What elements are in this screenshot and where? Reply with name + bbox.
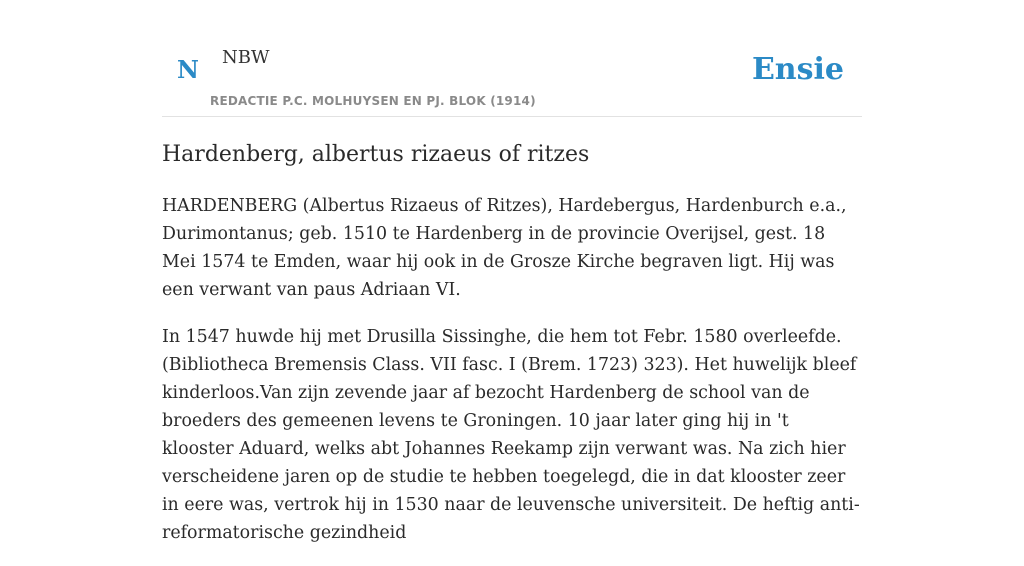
source-subtitle: REDACTIE P.C. MOLHUYSEN EN PJ. BLOK (1914) — [210, 94, 536, 108]
source-name[interactable]: NBW — [222, 47, 270, 68]
article-paragraph: In 1547 huwde hij met Drusilla Sissinghe, die hem tot Febr. 1580 overleefde. (Bibliotheca Bremensis Class. VII fasc. I (Brem. 1723) 323). Het huwelijk bleef kinderloos.Van zijn zevende jaar af bezocht Hardenberg de school van de broeders des gemeenen levens te Groningen. 10 jaar later ging hij in 't klooster Aduard, welks abt Johannes Reekamp zijn verwant was. Na zich hier verscheidene jaren op de studie te hebben toegelegd, die in dat klooster zeer in eere was, vertrok hij in 1530 naar de leuvensche universiteit. De heftig anti-reformatorische gezindheid — [162, 327, 860, 543]
article-paragraph: HARDENBERG (Albertus Rizaeus of Ritzes), Hardebergus, Hardenburch e.a., Durimontanus; geb. 1510 te Hardenberg in de provincie Overijsel, gest. 18 Mei 1574 te Emden, waar hij ook in de Grosze Kirche begraven ligt. Hij was een verwant van paus Adriaan VI. — [162, 196, 847, 300]
article-title: Hardenberg, albertus rizaeus of ritzes — [162, 142, 590, 167]
header — [162, 0, 862, 117]
article-body — [162, 192, 862, 566]
ensie-logo[interactable]: Ensie — [751, 52, 844, 87]
source-logo[interactable]: N — [177, 55, 199, 84]
